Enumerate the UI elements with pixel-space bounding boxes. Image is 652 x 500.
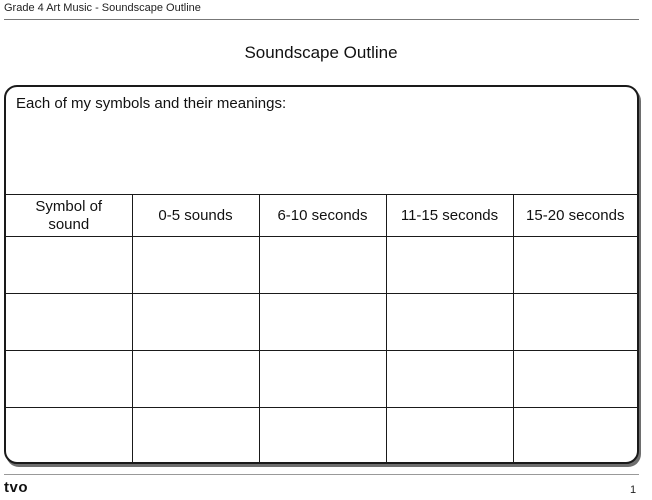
footer-divider bbox=[4, 474, 639, 475]
table-cell[interactable] bbox=[259, 237, 386, 294]
table-cell[interactable] bbox=[259, 294, 386, 351]
table-row bbox=[6, 408, 637, 465]
document-header: Grade 4 Art Music - Soundscape Outline bbox=[4, 2, 201, 14]
soundscape-outline-box bbox=[4, 85, 639, 464]
table-cell[interactable] bbox=[386, 351, 513, 408]
column-header-symbol: Symbol of sound bbox=[6, 195, 132, 237]
table-cell[interactable] bbox=[6, 351, 132, 408]
soundscape-table bbox=[6, 194, 637, 464]
table-cell[interactable] bbox=[132, 237, 259, 294]
column-header-6-10: 6-10 seconds bbox=[259, 195, 386, 237]
table-cell[interactable] bbox=[259, 408, 386, 465]
table-cell[interactable] bbox=[386, 237, 513, 294]
table-cell[interactable] bbox=[513, 237, 637, 294]
table-row bbox=[6, 237, 637, 294]
table-cell[interactable] bbox=[6, 294, 132, 351]
tvo-logo: tvo bbox=[4, 479, 28, 496]
table-cell[interactable] bbox=[513, 351, 637, 408]
table-cell[interactable] bbox=[6, 408, 132, 465]
column-header-0-5: 0-5 sounds bbox=[132, 195, 259, 237]
table-cell[interactable] bbox=[132, 408, 259, 465]
column-header-11-15: 11-15 seconds bbox=[386, 195, 513, 237]
table-cell[interactable] bbox=[132, 351, 259, 408]
table-cell[interactable] bbox=[386, 294, 513, 351]
table-cell[interactable] bbox=[386, 408, 513, 465]
page-title: Soundscape Outline bbox=[244, 43, 398, 62]
page-number: 1 bbox=[630, 484, 637, 496]
column-header-15-20: 15-20 seconds bbox=[513, 195, 637, 237]
header-divider bbox=[4, 19, 639, 20]
table-cell[interactable] bbox=[6, 237, 132, 294]
table-cell[interactable] bbox=[259, 351, 386, 408]
table-cell[interactable] bbox=[513, 294, 637, 351]
table-cell[interactable] bbox=[513, 408, 637, 465]
symbols-meanings-label: Each of my symbols and their meanings: bbox=[16, 95, 287, 112]
table-row bbox=[6, 351, 637, 408]
table-header-row bbox=[6, 195, 637, 237]
table-cell[interactable] bbox=[132, 294, 259, 351]
table-row bbox=[6, 294, 637, 351]
